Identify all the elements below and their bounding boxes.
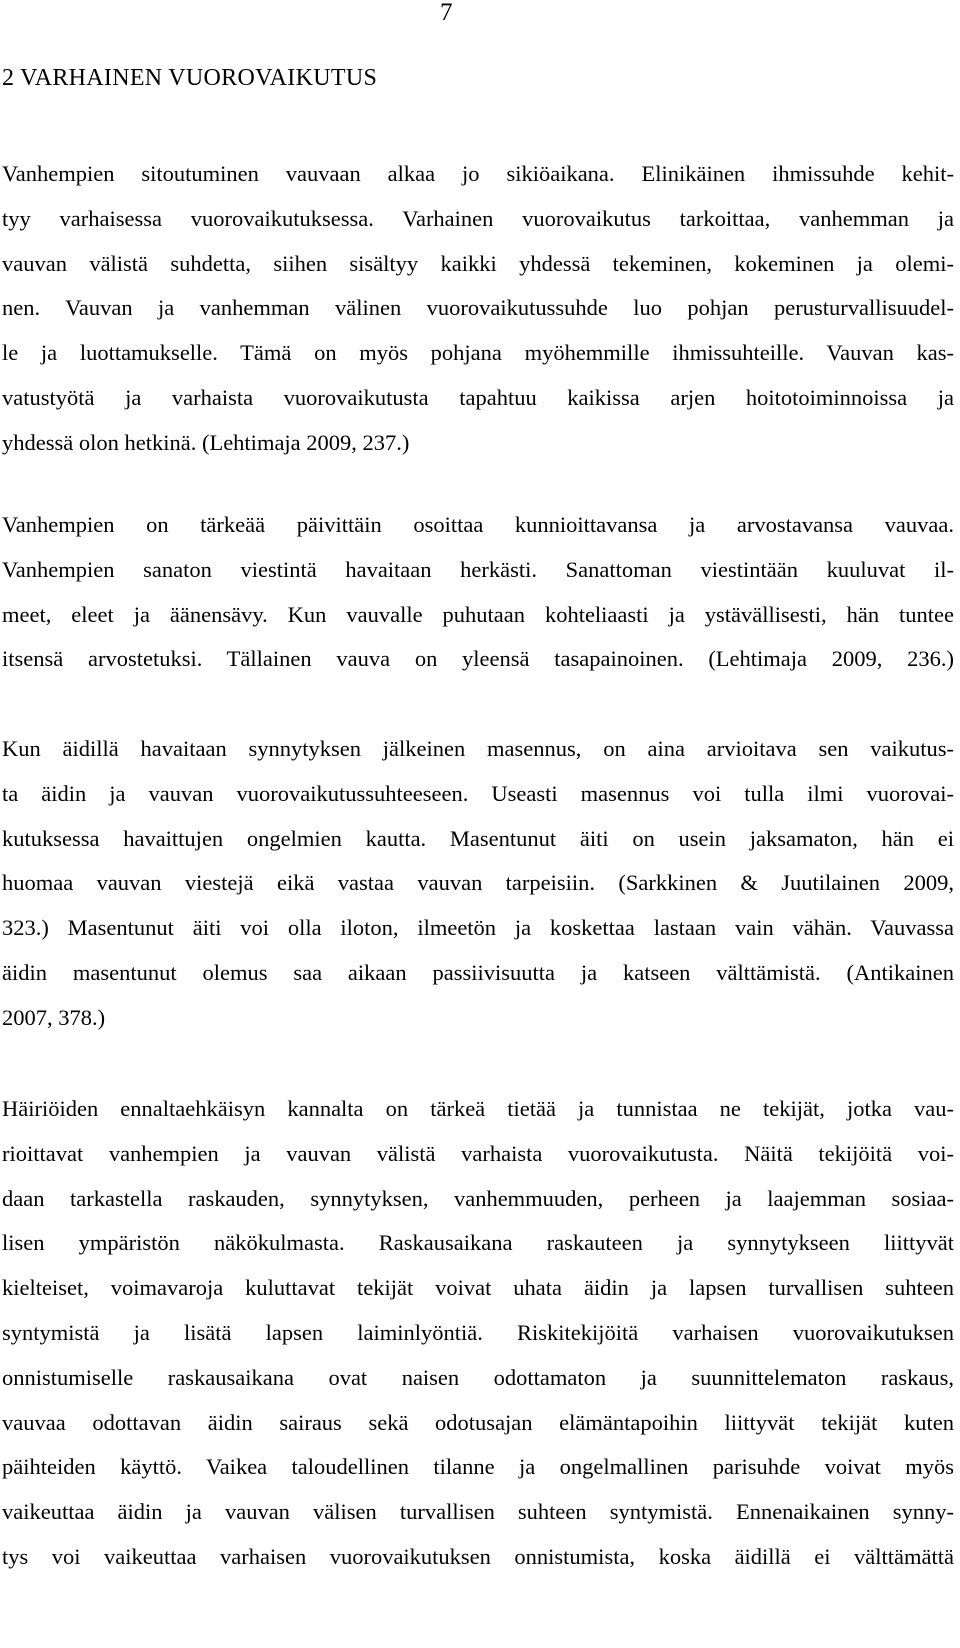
text-line: kutuksessa havaittujen ongelmien kautta. Masentunut äiti on usein jaksamaton, hän ei <box>2 825 954 851</box>
text-line: tys voi vaikeuttaa varhaisen vuorovaikutuksen onnistumista, koska äidillä ei välttämättä <box>2 1543 954 1569</box>
section-heading: 2 VARHAINEN VUOROVAIKUTUS <box>2 65 378 91</box>
paragraph-2 <box>2 503 954 682</box>
text-line: daan tarkastella raskauden, synnytyksen, vanhemmuuden, perheen ja laajemman sosiaa- <box>2 1185 954 1211</box>
text-line: ta äidin ja vauvan vuorovaikutussuhteeseen. Useasti masennus voi tulla ilmi vuorovai- <box>2 780 954 806</box>
text-line: vauvan välistä suhdetta, siihen sisältyy kaikki yhdessä tekeminen, kokeminen ja olemi- <box>2 250 954 276</box>
text-line: le ja luottamukselle. Tämä on myös pohjana myöhemmille ihmissuhteille. Vauvan kas- <box>2 340 954 366</box>
text-line: Vanhempien sanaton viestintä havaitaan herkästi. Sanattoman viestintään kuuluvat il- <box>2 556 954 582</box>
paragraph-3 <box>2 727 954 1041</box>
text-line: huomaa vauvan viestejä eikä vastaa vauvan tarpeisiin. (Sarkkinen & Juutilainen 2009, <box>2 870 954 896</box>
text-line: rioittavat vanhempien ja vauvan välistä varhaista vuorovaikutusta. Näitä tekijöitä voi- <box>2 1140 954 1166</box>
page-number: 7 <box>440 0 453 26</box>
text-line: nen. Vauvan ja vanhemman välinen vuorovaikutussuhde luo pohjan perusturvallisuudel- <box>2 295 954 321</box>
text-line: lisen ympäristön näkökulmasta. Raskausaikana raskauteen ja synnytykseen liittyvät <box>2 1230 954 1256</box>
text-line: onnistumiselle raskausaikana ovat naisen odottamaton ja suunnittelematon raskaus, <box>2 1364 954 1390</box>
paragraph-1 <box>2 152 954 466</box>
paragraph-4 <box>2 1087 954 1580</box>
text-line: tyy varhaisessa vuorovaikutuksessa. Varhainen vuorovaikutus tarkoittaa, vanhemman ja <box>2 205 954 231</box>
text-line: Kun äidillä havaitaan synnytyksen jälkeinen masennus, on aina arvioitava sen vaikutus- <box>2 736 954 761</box>
text-line: syntymistä ja lisätä lapsen laiminlyöntiä. Riskitekijöitä varhaisen vuorovaikutuksen <box>2 1319 954 1345</box>
text-line: meet, eleet ja äänensävy. Kun vauvalle puhutaan kohteliaasti ja ystävällisesti, hän tuntee <box>2 601 954 627</box>
text-line: Vanhempien sitoutuminen vauvaan alkaa jo sikiöaikana. Elinikäinen ihmissuhde kehit- <box>2 161 954 186</box>
text-line: yhdessä olon hetkinä. (Lehtimaja 2009, 237.) <box>2 429 410 455</box>
text-line: Häiriöiden ennaltaehkäisyn kannalta on tärkeä tietää ja tunnistaa ne tekijät, jotka vau- <box>2 1096 954 1121</box>
text-line: Vanhempien on tärkeää päivittäin osoittaa kunnioittavansa ja arvostavansa vauvaa. <box>2 512 954 537</box>
text-line: kielteiset, voimavaroja kuluttavat tekijät voivat uhata äidin ja lapsen turvallisen suhteen <box>2 1275 954 1301</box>
text-line: 2007, 378.) <box>2 1004 106 1030</box>
text-line: vaikeuttaa äidin ja vauvan välisen turvallisen suhteen syntymistä. Ennenaikainen synny- <box>2 1499 954 1525</box>
text-line: päihteiden käyttö. Vaikea taloudellinen tilanne ja ongelmallinen parisuhde voivat myös <box>2 1454 954 1480</box>
text-line: vauvaa odottavan äidin sairaus sekä odotusajan elämäntapoihin liittyvät tekijät kuten <box>2 1409 954 1435</box>
text-line: 323.) Masentunut äiti voi olla iloton, ilmeetön ja koskettaa lastaan vain vähän. Vauvassa <box>2 915 954 941</box>
text-line: itsensä arvostetuksi. Tällainen vauva on yleensä tasapainoinen. (Lehtimaja 2009, 236.) <box>2 646 954 672</box>
text-line: äidin masentunut olemus saa aikaan passiivisuutta ja katseen välttämistä. (Antikainen <box>2 959 954 985</box>
text-line: vatustyötä ja varhaista vuorovaikutusta tapahtuu kaikissa arjen hoitotoiminnoissa ja <box>2 384 954 410</box>
